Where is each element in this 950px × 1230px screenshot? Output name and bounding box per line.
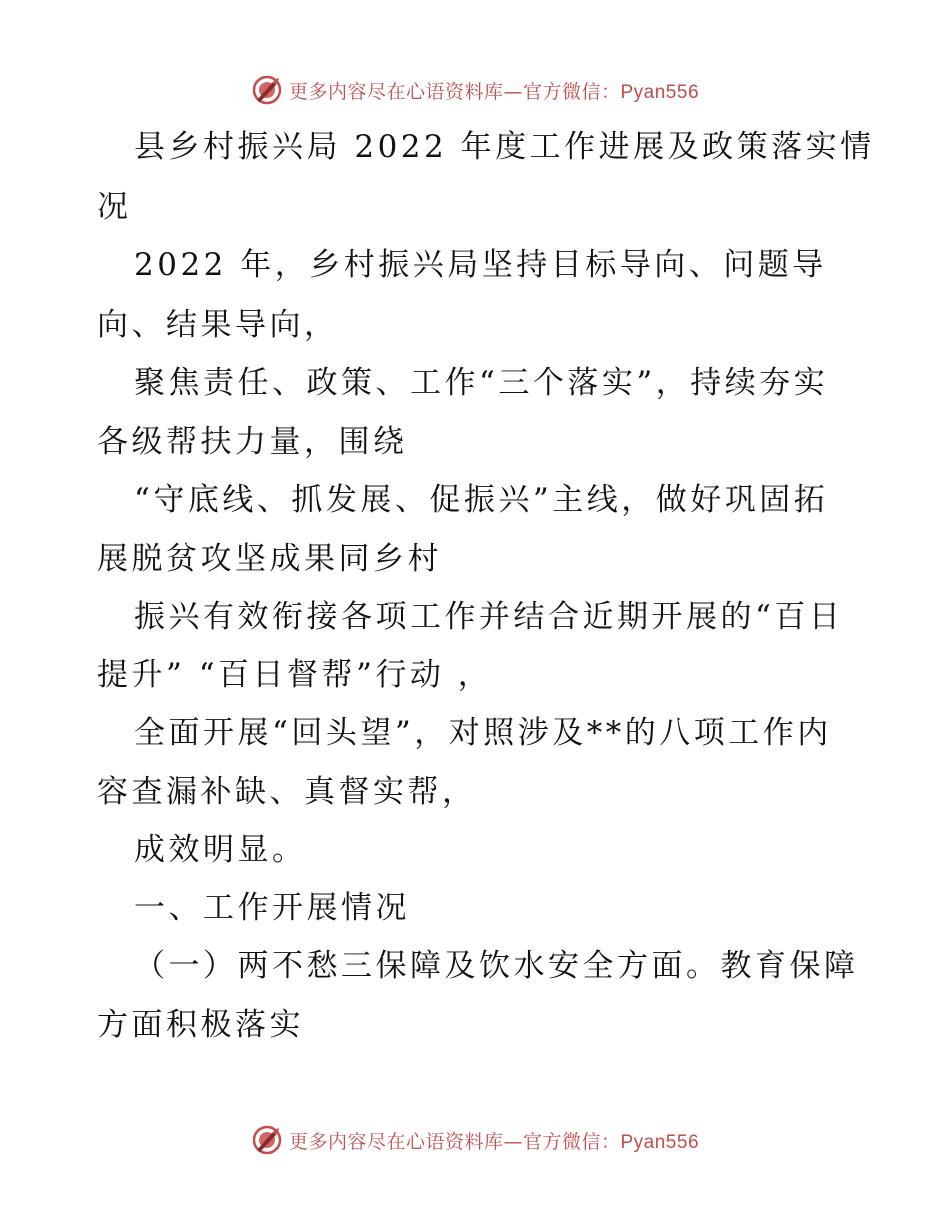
paragraph-line: “守底线、抓发展、促振兴”主线，做好巩固拓 bbox=[134, 482, 829, 518]
watermark-wechat-id: Pyan556 bbox=[620, 1131, 700, 1153]
document-title-line-1: 县乡村振兴局 2022 年度工作进展及政策落实情 bbox=[134, 129, 875, 165]
paragraph-line: 聚焦责任、政策、工作“三个落实”，持续夯实 bbox=[134, 365, 829, 401]
paragraph-line: 各级帮扶力量，围绕 bbox=[97, 424, 408, 460]
paragraph-line: 展脱贫攻坚成果同乡村 bbox=[97, 541, 442, 577]
watermark-text: 更多内容尽在心语资料库—官方微信：Pyan556 bbox=[288, 1130, 700, 1153]
paragraph-line: 提升” “百日督帮”行动 ， bbox=[97, 657, 493, 693]
paragraph-line: 向、结果导向， bbox=[97, 307, 339, 343]
paragraph-line: 方面积极落实 bbox=[97, 1007, 304, 1043]
paragraph-line: 成效明显。 bbox=[134, 832, 307, 868]
section-heading: 一、工作开展情况 bbox=[134, 890, 410, 926]
subsection-heading-line: （一）两不愁三保障及饮水安全方面。教育保障 bbox=[134, 948, 859, 984]
header-watermark bbox=[0, 72, 950, 108]
paragraph-line: 振兴有效衔接各项工作并结合近期开展的“百日 bbox=[134, 599, 844, 635]
paragraph-line: 2022 年，乡村振兴局坚持目标导向、问题导 bbox=[134, 247, 827, 283]
paragraph-line: 容查漏补缺、真督实帮， bbox=[97, 774, 477, 810]
document-title-line-2: 况 bbox=[97, 189, 132, 225]
watermark-wechat-id: Pyan556 bbox=[620, 81, 700, 103]
footer-watermark bbox=[0, 1122, 950, 1158]
paragraph-line: 全面开展“回头望”，对照涉及**的八项工作内 bbox=[134, 715, 832, 751]
watermark-text: 更多内容尽在心语资料库—官方微信：Pyan556 bbox=[288, 80, 700, 103]
quill-logo-icon bbox=[251, 74, 283, 106]
quill-logo-icon bbox=[251, 1124, 283, 1156]
